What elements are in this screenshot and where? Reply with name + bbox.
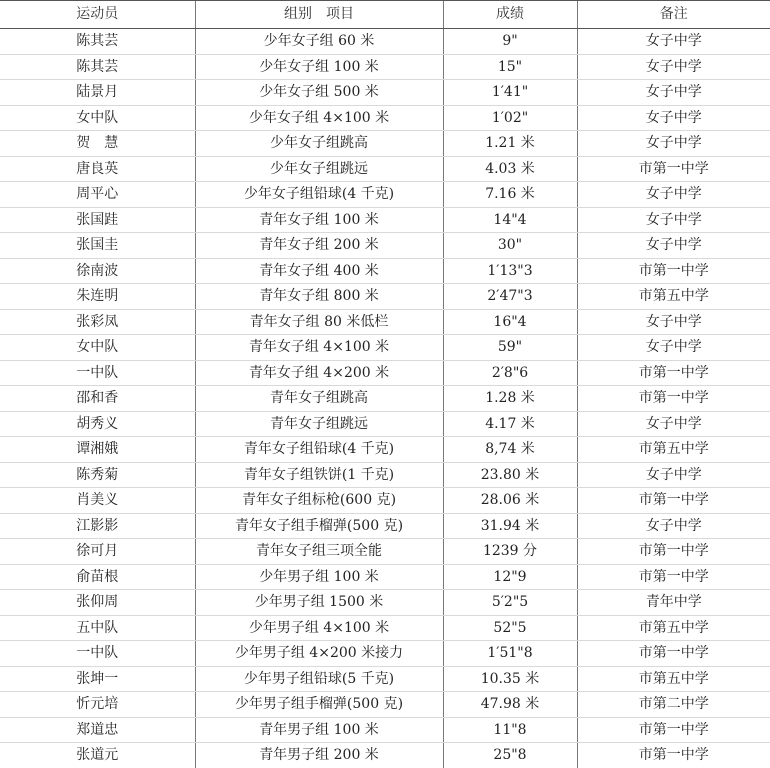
cell-note: 女子中学 bbox=[577, 131, 770, 157]
cell-result: 30" bbox=[443, 233, 577, 259]
cell-group-event: 青年女子组手榴弹(500 克) bbox=[195, 513, 443, 539]
cell-group-event: 少年男子组 4×200 米接力 bbox=[195, 641, 443, 667]
cell-athlete: 张仰周 bbox=[0, 590, 195, 616]
cell-result: 1′51"8 bbox=[443, 641, 577, 667]
cell-result: 1239 分 bbox=[443, 539, 577, 565]
cell-group-event: 青年女子组 800 米 bbox=[195, 284, 443, 310]
cell-group-event: 少年女子组跳高 bbox=[195, 131, 443, 157]
table-row bbox=[0, 437, 770, 463]
table-row bbox=[0, 258, 770, 284]
cell-athlete: 陈秀菊 bbox=[0, 462, 195, 488]
cell-athlete: 周平心 bbox=[0, 182, 195, 208]
cell-group-event: 青年女子组 100 米 bbox=[195, 207, 443, 233]
header-group-event: 组别 项目 bbox=[195, 1, 443, 29]
table-row bbox=[0, 105, 770, 131]
table-row bbox=[0, 615, 770, 641]
header-note: 备注 bbox=[577, 1, 770, 29]
cell-athlete: 胡秀义 bbox=[0, 411, 195, 437]
cell-group-event: 青年女子组 80 米低栏 bbox=[195, 309, 443, 335]
table-row bbox=[0, 462, 770, 488]
cell-result: 1.28 米 bbox=[443, 386, 577, 412]
cell-note: 女子中学 bbox=[577, 309, 770, 335]
header-athlete: 运动员 bbox=[0, 1, 195, 29]
cell-note: 女子中学 bbox=[577, 233, 770, 259]
table-row bbox=[0, 666, 770, 692]
cell-group-event: 少年女子组 60 米 bbox=[195, 29, 443, 55]
table-row bbox=[0, 590, 770, 616]
cell-result: 14"4 bbox=[443, 207, 577, 233]
header-result: 成绩 bbox=[443, 1, 577, 29]
table-row bbox=[0, 131, 770, 157]
cell-result: 4.17 米 bbox=[443, 411, 577, 437]
cell-group-event: 少年女子组 100 米 bbox=[195, 54, 443, 80]
cell-athlete: 陈其芸 bbox=[0, 54, 195, 80]
cell-athlete: 一中队 bbox=[0, 360, 195, 386]
cell-note: 女子中学 bbox=[577, 54, 770, 80]
cell-athlete: 张道元 bbox=[76, 747, 119, 763]
table-row bbox=[0, 335, 770, 361]
header-row bbox=[0, 1, 770, 29]
table-row bbox=[0, 80, 770, 106]
table-row bbox=[0, 182, 770, 208]
cell-athlete: 贺 慧 bbox=[0, 131, 195, 157]
cell-group-event: 少年男子组铅球(5 千克) bbox=[195, 666, 443, 692]
cell-note: 市第二中学 bbox=[577, 692, 770, 718]
cell-note: 市第一中学 bbox=[577, 360, 770, 386]
cell-note: 市第一中学 bbox=[577, 641, 770, 667]
table-row bbox=[0, 692, 770, 718]
cell-athlete: 陆景月 bbox=[0, 80, 195, 106]
cell-athlete: 女中队 bbox=[0, 335, 195, 361]
cell-note: 市第一中学 bbox=[577, 539, 770, 565]
table-row bbox=[0, 641, 770, 667]
cell-result: 2′47"3 bbox=[443, 284, 577, 310]
cell-note: 市第五中学 bbox=[577, 615, 770, 641]
cell-athlete: 俞苗根 bbox=[0, 564, 195, 590]
cell-note: 市第一中学 bbox=[577, 717, 770, 743]
cell-athlete: 女中队 bbox=[0, 105, 195, 131]
cell-group-event: 少年男子组 100 米 bbox=[195, 564, 443, 590]
cell-result: 7.16 米 bbox=[443, 182, 577, 208]
table-row bbox=[0, 54, 770, 80]
cell-group-event: 少年女子组跳远 bbox=[195, 156, 443, 182]
cell-note: 女子中学 bbox=[577, 513, 770, 539]
table-row bbox=[0, 743, 770, 768]
cell-result: 1.21 米 bbox=[443, 131, 577, 157]
cell-group-event: 少年女子组 4×100 米 bbox=[195, 105, 443, 131]
cell-athlete: 谭湘娥 bbox=[0, 437, 195, 463]
table-row bbox=[0, 513, 770, 539]
cell-result: 1′02" bbox=[443, 105, 577, 131]
cell-result: 4.03 米 bbox=[443, 156, 577, 182]
cell-note: 市第五中学 bbox=[577, 666, 770, 692]
table-row bbox=[0, 284, 770, 310]
cell-result: 8,74 米 bbox=[443, 437, 577, 463]
cell-result: 23.80 米 bbox=[443, 462, 577, 488]
cell-athlete: 一中队 bbox=[0, 641, 195, 667]
cell-note: 市第一中学 bbox=[577, 386, 770, 412]
cell-group-event: 青年女子组三项全能 bbox=[195, 539, 443, 565]
cell-result: 28.06 米 bbox=[443, 488, 577, 514]
cell-group-event: 青年女子组跳高 bbox=[195, 386, 443, 412]
cell-note: 女子中学 bbox=[577, 80, 770, 106]
cell-athlete: 徐可月 bbox=[0, 539, 195, 565]
table-row bbox=[0, 386, 770, 412]
cell-note: 女子中学 bbox=[577, 411, 770, 437]
cell-group-event: 青年女子组铅球(4 千克) bbox=[195, 437, 443, 463]
cell-group-event: 青年女子组 4×200 米 bbox=[195, 360, 443, 386]
cell-result: 1′41" bbox=[443, 80, 577, 106]
cell-athlete: 郑道忠 bbox=[0, 717, 195, 743]
cell-group-event: 少年男子组手榴弹(500 克) bbox=[195, 692, 443, 718]
table-row bbox=[0, 488, 770, 514]
table-row bbox=[0, 309, 770, 335]
cell-group-event: 少年男子组 1500 米 bbox=[195, 590, 443, 616]
cell-note: 青年中学 bbox=[577, 590, 770, 616]
cell-athlete: 徐南波 bbox=[0, 258, 195, 284]
table-row bbox=[0, 156, 770, 182]
cell-group-event: 少年女子组 500 米 bbox=[195, 80, 443, 106]
cell-result: 9" bbox=[443, 29, 577, 55]
cell-group-event: 少年男子组 4×100 米 bbox=[195, 615, 443, 641]
cell-result: 1′13"3 bbox=[443, 258, 577, 284]
cell-athlete: 陈其芸 bbox=[0, 29, 195, 55]
cell-result: 25"8 bbox=[443, 743, 577, 768]
cell-note: 市第一中学 bbox=[577, 156, 770, 182]
cell-note: 女子中学 bbox=[577, 207, 770, 233]
table-row bbox=[0, 233, 770, 259]
table-row bbox=[0, 29, 770, 55]
cell-athlete: 江影影 bbox=[0, 513, 195, 539]
cell-athlete: 邵和香 bbox=[0, 386, 195, 412]
table-row bbox=[0, 207, 770, 233]
cell-result: 15" bbox=[443, 54, 577, 80]
cell-athlete: 张彩凤 bbox=[0, 309, 195, 335]
cell-group-event: 少年女子组铅球(4 千克) bbox=[195, 182, 443, 208]
table-row bbox=[0, 411, 770, 437]
cell-group-event: 青年女子组 400 米 bbox=[195, 258, 443, 284]
cell-athlete: 张国圭 bbox=[0, 233, 195, 259]
cell-note: 女子中学 bbox=[577, 335, 770, 361]
cell-athlete: 张坤一 bbox=[0, 666, 195, 692]
cell-athlete: 唐良英 bbox=[0, 156, 195, 182]
cell-group-event: 青年女子组铁饼(1 千克) bbox=[195, 462, 443, 488]
cell-result: 10.35 米 bbox=[443, 666, 577, 692]
cell-athlete: 肖美义 bbox=[0, 488, 195, 514]
cell-note: 市第一中学 bbox=[577, 258, 770, 284]
cell-result: 47.98 米 bbox=[443, 692, 577, 718]
cell-note: 女子中学 bbox=[577, 105, 770, 131]
cell-result: 5′2"5 bbox=[443, 590, 577, 616]
cell-group-event: 青年男子组 200 米 bbox=[195, 743, 443, 768]
cell-note: 女子中学 bbox=[577, 462, 770, 488]
cell-result: 16"4 bbox=[443, 309, 577, 335]
cell-result: 11"8 bbox=[443, 717, 577, 743]
cell-result: 2′8"6 bbox=[443, 360, 577, 386]
cell-athlete: 张国跬 bbox=[0, 207, 195, 233]
table-row bbox=[0, 360, 770, 386]
cell-note: 市第一中学 bbox=[577, 488, 770, 514]
cell-note: 女子中学 bbox=[577, 29, 770, 55]
cell-result: 59" bbox=[443, 335, 577, 361]
cell-group-event: 青年男子组 100 米 bbox=[195, 717, 443, 743]
cell-group-event: 青年女子组标枪(600 克) bbox=[195, 488, 443, 514]
cell-group-event: 青年女子组 4×100 米 bbox=[195, 335, 443, 361]
cell-note: 市第一中学 bbox=[577, 743, 770, 768]
cell-result: 52"5 bbox=[443, 615, 577, 641]
cell-group-event: 青年女子组 200 米 bbox=[195, 233, 443, 259]
cell-note: 女子中学 bbox=[577, 182, 770, 208]
cell-note: 市第五中学 bbox=[577, 437, 770, 463]
table-row bbox=[0, 717, 770, 743]
cell-result: 12"9 bbox=[443, 564, 577, 590]
cell-athlete: 五中队 bbox=[0, 615, 195, 641]
cell-athlete: 朱连明 bbox=[0, 284, 195, 310]
table-row bbox=[0, 564, 770, 590]
cell-note: 市第一中学 bbox=[577, 564, 770, 590]
cell-athlete: 忻元培 bbox=[0, 692, 195, 718]
cell-group-event: 青年女子组跳远 bbox=[195, 411, 443, 437]
cell-result: 31.94 米 bbox=[443, 513, 577, 539]
table-row bbox=[0, 539, 770, 565]
cell-note: 市第五中学 bbox=[577, 284, 770, 310]
